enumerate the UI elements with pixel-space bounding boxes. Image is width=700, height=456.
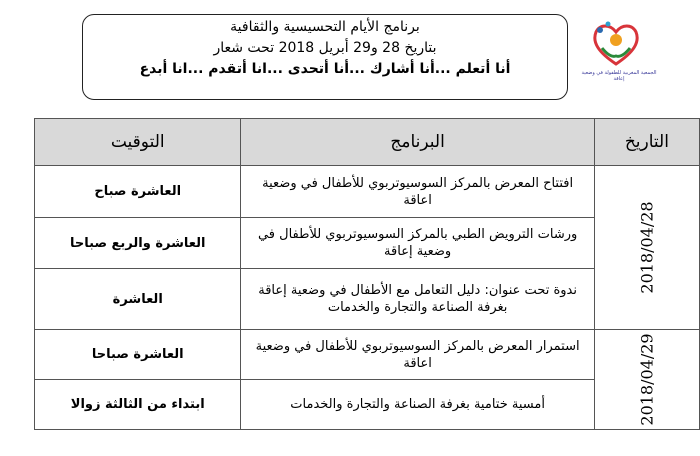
date-label: 2018/04/29 [637, 333, 657, 426]
program-cell: أمسية ختامية بغرفة الصناعة والتجارة والخدمات [241, 380, 594, 430]
program-cell: استمرار المعرض بالمركز السوسيوتربوي للأطفال في وضعية اعاقة [241, 330, 594, 380]
time-cell: ابتداء من الثالثة زوالا [35, 380, 241, 430]
program-cell: ورشات الترويض الطبي بالمركز السوسيوتربوي للأطفال في وضعية إعاقة [241, 218, 594, 269]
header-time: التوقيت [35, 119, 241, 166]
time-cell: العاشرة [35, 269, 241, 330]
program-cell: افتتاح المعرض بالمركز السوسيوتربوي للأطفال في وضعية اعاقة [241, 166, 594, 218]
time-cell: العاشرة والربع صباحا [35, 218, 241, 269]
header-box [82, 14, 568, 100]
time-cell: العاشرة صباح [35, 166, 241, 218]
heart-hands-logo-icon [588, 18, 644, 70]
program-table [34, 118, 700, 430]
header-slogan: أنا أتعلم ...أنا أشارك ...أنا أتحدى ...انا أتقدم ...انا أبدع [139, 61, 511, 77]
program-cell: ندوة تحت عنوان: دليل التعامل مع الأطفال في وضعية إعاقة بغرفة الصناعة والتجارة والخدمات [241, 269, 594, 330]
header-date-line: بتاريخ 28 و29 أبريل 2018 تحت شعار [213, 40, 437, 56]
header-title: برنامج الأيام التحسيسية والثقافية [230, 19, 420, 35]
date-cell [594, 330, 699, 430]
logo-caption: الجمعية المغربية للطفولة في وضعية إعاقة [581, 70, 657, 82]
date-cell [594, 166, 699, 330]
header-date: التاريخ [594, 119, 699, 166]
table-row [35, 166, 700, 218]
table-header-row [35, 119, 700, 166]
date-label: 2018/04/28 [637, 201, 657, 294]
table-row [35, 330, 700, 380]
time-cell: العاشرة صباحا [35, 330, 241, 380]
header-program: البرنامج [241, 119, 594, 166]
